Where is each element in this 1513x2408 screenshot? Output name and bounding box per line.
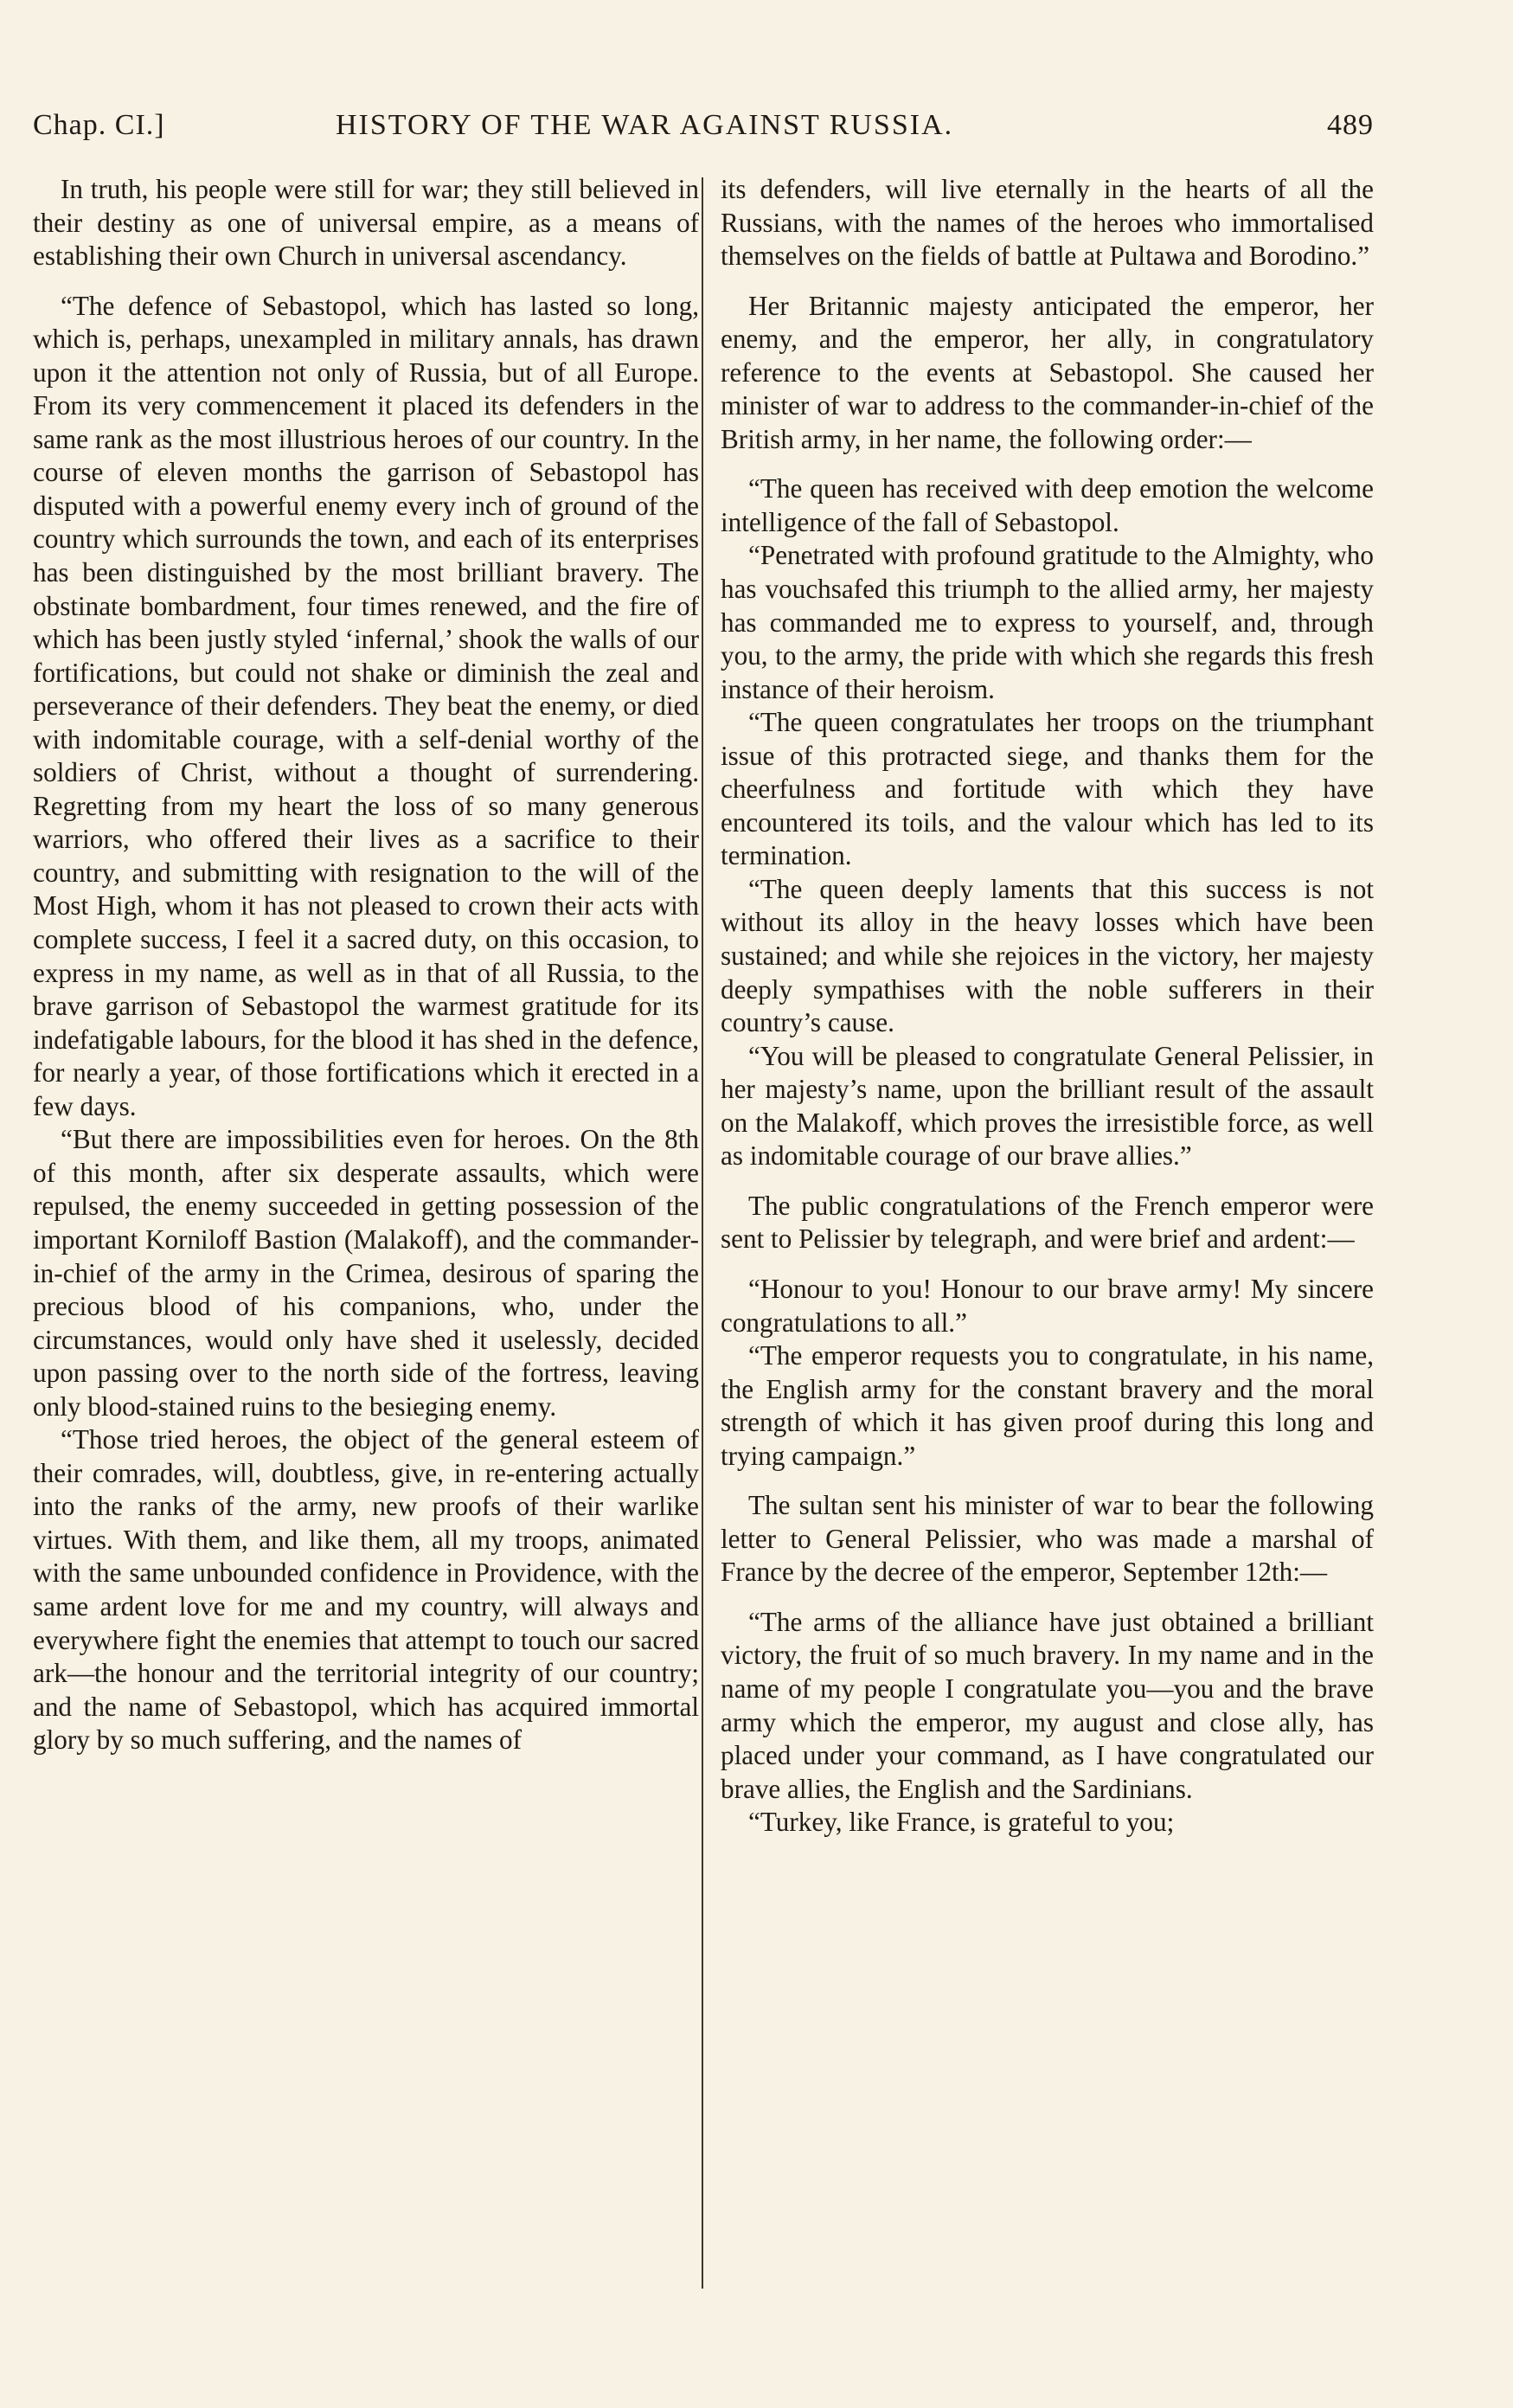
chapter-label: Chap. CI.] bbox=[33, 109, 165, 141]
paragraph: “The queen has received with deep emotion the welcome intelligence of the fall of Sebastopol. bbox=[721, 473, 1374, 537]
paragraph: The sultan sent his minister of war to bear the following letter to General Pelissier, who was made a marshal of France by the decree of the emperor, September 12th:— bbox=[721, 1490, 1374, 1588]
paragraph: In truth, his people were still for war; they still believed in their destiny as one of universal empire, as a means of establishing their own Church in universal ascendancy. bbox=[33, 174, 699, 272]
column-divider bbox=[702, 177, 703, 2289]
running-title: HISTORY OF THE WAR AGAINST RUSSIA. bbox=[336, 109, 954, 141]
paragraph: “Turkey, like France, is grateful to you; bbox=[748, 1807, 1175, 1838]
paragraph: “The arms of the alliance have just obtained a brilliant victory, the fruit of so much bravery. In my name and in the name of my people I congratulate you—you and the brave army which the emperor, my august and close ally, has placed under your command, as I have congratulated our brave allies, the English and the Sardinians. bbox=[721, 1606, 1374, 1804]
paragraph: “Honour to you! Honour to our brave army! My sincere congratulations to all.” bbox=[721, 1273, 1374, 1338]
paragraph: “Penetrated with profound gratitude to the Almighty, who has vouchsafed this triumph to the allied army, her majesty has commanded me to express to yourself, and, through you, to the army, the pride with which she regards this fresh instance of their heroism. bbox=[721, 540, 1374, 704]
left-column bbox=[33, 173, 699, 1757]
paragraph: Her Britannic majesty anticipated the emperor, her enemy, and the emperor, her ally, in congratulatory reference to the events at Sebastopol. She caused her minister of war to address to the commander-in-chief of the British army, in her name, the following order:— bbox=[721, 290, 1374, 454]
paragraph: “The defence of Sebastopol, which has lasted so long, which is, perhaps, unexampled in military annals, has drawn upon it the attention not only of Russia, but of all Europe. From its very commencement it placed its defenders in the same rank as the most illustrious heroes of our country. In the course of eleven months the garrison of Sebastopol has disputed with a powerful enemy every inch of ground of the country which surrounds the town, and each of its enterprises has been distinguished by the most brilliant bravery. The obstinate bombardment, four times renewed, and the fire of which has been justly styled ‘infernal,’ shook the walls of our fortifications, but could not shake or diminish the zeal and perseverance of their defenders. They beat the enemy, or died with indomitable courage, with a self-denial worthy of the soldiers of Christ, without a thought of surrendering. Regretting from my heart the loss of so many generous warriors, who offered their lives as a sacrifice to their country, and submitting with resignation to the will of the Most High, whom it has not pleased to crown their acts with complete success, I feel it a sacred duty, on this occasion, to express in my name, as well as in that of all Russia, to the brave garrison of Sebastopol the warmest gratitude for its indefatigable labours, for the blood it has shed in the defence, for nearly a year, of those fortifications which it erected in a few days. bbox=[33, 290, 699, 1121]
right-column bbox=[721, 173, 1374, 1840]
paragraph: “Those tried heroes, the object of the general esteem of their comrades, will, doubtless, give, in re-entering actually into the ranks of the army, new proofs of their warlike virtues. With them, and like them, all my troops, animated with the same unbounded confidence in Providence, with the same ardent love for me and my country, will always and everywhere fight the enemies that attempt to touch our sacred ark—the honour and the territorial integrity of our country; and the name of Sebastopol, which has acquired immortal glory by so much suffering, and the names of bbox=[33, 1424, 699, 1756]
paragraph: its defenders, will live eternally in the hearts of all the Russians, with the names of the heroes who immortalised themselves on the fields of battle at Pultawa and Borodino.” bbox=[721, 174, 1374, 272]
paragraph: “You will be pleased to congratulate General Pelissier, in her majesty’s name, upon the brilliant result of the assault on the Malakoff, which proves the irresistible force, as well as indomitable courage of our brave allies.” bbox=[721, 1040, 1374, 1172]
paragraph: The public congratulations of the French emperor were sent to Pelissier by telegraph, and were brief and ardent:— bbox=[721, 1190, 1374, 1255]
paragraph: “But there are impossibilities even for heroes. On the 8th of this month, after six desperate assaults, which were repulsed, the enemy succeeded in getting possession of the important Korniloff Bastion (Malakoff), and the commander-in-chief of the army in the Crimea, desirous of sparing the precious blood of his companions, who, under the circumstances, would only have shed it uselessly, decided upon passing over to the north side of the fortress, leaving only blood-stained ruins to the besieging enemy. bbox=[33, 1124, 699, 1422]
paragraph: “The queen congratulates her troops on the triumphant issue of this protracted siege, and thanks them for the cheerfulness and fortitude with which they have encountered its toils, and the valour which has led to its termination. bbox=[721, 707, 1374, 871]
page-number: 489 bbox=[1327, 109, 1374, 141]
paragraph: “The emperor requests you to congratulate, in his name, the English army for the constant bravery and the moral strength of which it has given proof during this long and trying campaign.” bbox=[721, 1340, 1374, 1471]
paragraph: “The queen deeply laments that this success is not without its alloy in the heavy losses which have been sustained; and while she rejoices in the victory, her majesty deeply sympathises with the noble sufferers in their country’s cause. bbox=[721, 873, 1374, 1038]
running-head bbox=[33, 102, 1374, 154]
